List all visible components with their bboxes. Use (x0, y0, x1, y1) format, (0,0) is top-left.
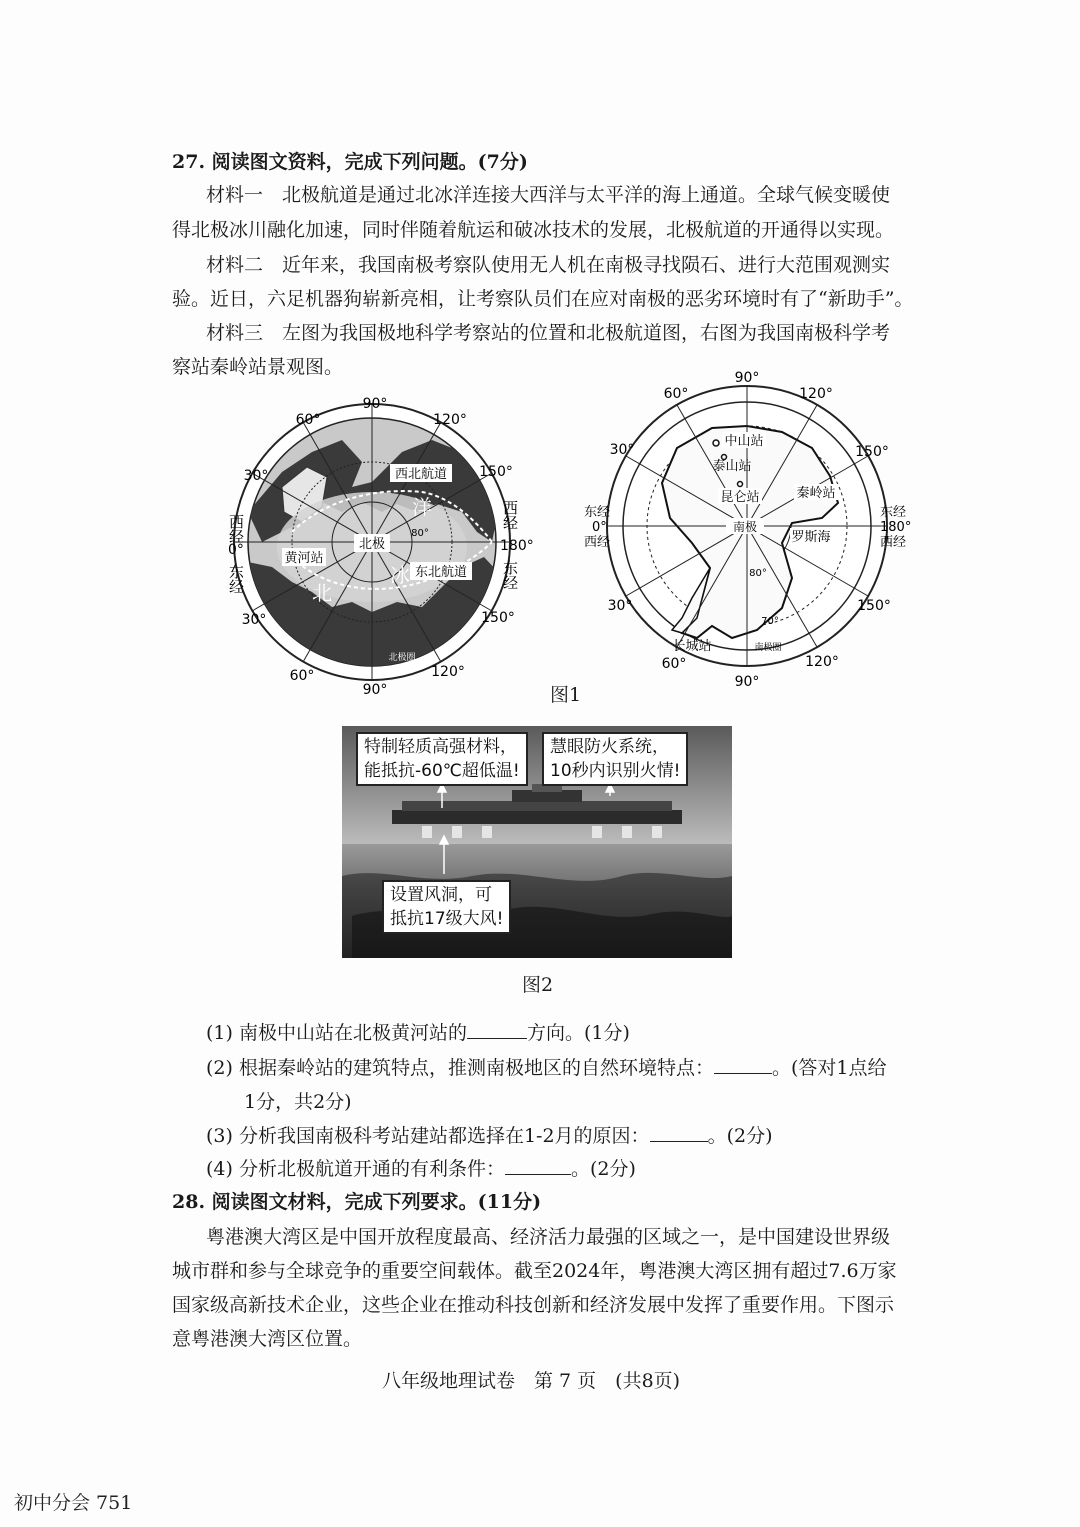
question-2-text-b: 。(答对1点给 (771, 1057, 887, 1079)
taishan-station-label: 泰山站 (712, 459, 752, 474)
west-lon-right: 西经 (501, 500, 519, 530)
question-2 (206, 1055, 886, 1081)
material-3-line-2: 察站秦岭站景观图。 (172, 356, 344, 378)
lon-90-top: 90° (362, 396, 388, 412)
material-1-line-2: 得北极冰川融化加速，同时伴随着航运和破冰技术的发展，北极航道的开通得以实现。 (172, 219, 895, 241)
lon-120-top-right: 120° (433, 412, 467, 428)
lon-90-bottom: 90° (362, 682, 388, 698)
callout-materials-line-1: 特制轻质高强材料， (364, 737, 517, 757)
answer-blank-2[interactable] (714, 1055, 772, 1074)
lon-60-top-left: 60° (295, 412, 321, 428)
lon-120-bottom: 120° (431, 664, 465, 680)
s-zero-left: 0° (592, 520, 607, 535)
s-lon-60-bottom: 60° (661, 656, 687, 672)
northeast-passage-label: 东北航道 (414, 565, 468, 580)
east-lon-left: 东经 (227, 564, 245, 594)
material-2-line-1: 材料二 近年来，我国南极考察队使用无人机在南极寻找陨石、进行大范围观测实 (206, 254, 891, 276)
ocean-char-2: 冰 (390, 563, 410, 587)
qinling-station-label: 秦岭站 (796, 486, 836, 501)
callout-fire-system (542, 732, 688, 786)
east-lon-right: 东经 (501, 560, 519, 590)
ocean-char-1: 洋 (412, 495, 432, 519)
page-footer: 八年级地理试卷 第 7 页 (共8页) (382, 1370, 681, 1392)
callout-fire-line-2: 10秒内识别火情! (550, 761, 681, 781)
s-lon-150-bottom-right: 150° (857, 598, 891, 614)
s-lon-60-top-left: 60° (663, 386, 689, 402)
s-east-lon-left: 东经 (584, 505, 611, 520)
lat-80-label-south: 80° (749, 568, 767, 579)
ross-sea-label: 罗斯海 (791, 530, 831, 545)
callout-wind-line-1: 设置风洞，可 (390, 885, 492, 905)
zhongshan-station-label: 中山站 (724, 434, 764, 449)
antarctic-map (582, 368, 912, 692)
s-e180-right: 180° (880, 520, 912, 535)
s-lon-30-bottom-left: 30° (607, 598, 633, 614)
lon-150-bottom-right: 150° (481, 610, 515, 626)
south-pole-label: 南极 (732, 520, 758, 534)
material-3-line-1: 材料三 左图为我国极地科学考察站的位置和北极航道图，右图为我国南极科学考 (206, 322, 891, 344)
huanghe-station-label: 黄河站 (284, 551, 324, 566)
figure-1-caption: 图1 (550, 684, 582, 706)
arctic-circle-label: 北极圈 (388, 653, 416, 663)
callout-wind-line-2: 抵抗17级大风! (390, 909, 504, 929)
lat-80-label: 80° (411, 528, 429, 539)
question-1 (206, 1020, 630, 1046)
answer-blank-1[interactable] (467, 1020, 527, 1039)
lon-60-bottom: 60° (289, 668, 315, 684)
q28-line-3: 国家级高新技术企业，这些企业在推动科技创新和经济发展中发挥了重要作用。下图示 (172, 1294, 895, 1316)
s-lon-120-bottom: 120° (805, 654, 839, 670)
kunlun-station-label: 昆仑站 (720, 490, 760, 505)
zero-left: 0° (228, 542, 244, 558)
lon-30-bottom-left: 30° (241, 612, 267, 628)
q28-line-4: 意粤港澳大湾区位置。 (172, 1328, 363, 1350)
s-west-lon-left: 西经 (584, 535, 611, 550)
question-3-text-a: (3) 分析我国南极科考站建站都选择在1-2月的原因： (206, 1125, 650, 1147)
lon-30-left: 30° (243, 468, 269, 484)
question-4-text-a: (4) 分析北极航道开通的有利条件： (206, 1158, 505, 1180)
callout-materials-line-2: 能抵抗-60℃超低温! (364, 761, 520, 781)
material-2-line-2: 验。近日，六足机器狗崭新亮相，让考察队员们在应对南极的恶劣环境时有了“新助手”。 (172, 288, 914, 310)
q28-line-2: 城市群和参与全球竞争的重要空间载体。截至2024年，粤港澳大湾区拥有超过7.6万家 (172, 1260, 897, 1282)
s-lon-30-left: 30° (609, 442, 635, 458)
qinling-station-photo (342, 726, 732, 958)
question-3-text-b: 。(2分) (707, 1125, 773, 1147)
e180-right: 180° (500, 538, 534, 554)
s-west-lon-right: 西经 (880, 535, 907, 550)
watermark: 初中分会 751 (14, 1492, 133, 1514)
arctic-map (222, 392, 542, 700)
callout-wind-tunnel (382, 880, 511, 934)
question-4 (206, 1156, 636, 1182)
figure-2-caption: 图2 (522, 974, 554, 996)
question-4-text-b: 。(2分) (570, 1158, 636, 1180)
s-lon-90-bottom: 90° (734, 674, 760, 690)
s-lon-90-top: 90° (734, 370, 760, 386)
s-east-lon-right: 东经 (880, 505, 907, 520)
question-2-text-a: (2) 根据秦岭站的建筑特点，推测南极地区的自然环境特点： (206, 1057, 714, 1079)
q28-heading: 28. 阅读图文材料，完成下列要求。(11分) (172, 1191, 542, 1213)
lat-70-label-south: 70° (761, 616, 779, 627)
q28-line-1: 粤港澳大湾区是中国开放程度最高、经济活力最强的区域之一，是中国建设世界级 (206, 1226, 891, 1248)
s-lon-120-top-right: 120° (799, 386, 833, 402)
answer-blank-3[interactable] (650, 1123, 708, 1142)
question-2-continued: 1分，共2分) (244, 1091, 352, 1113)
changcheng-station-label: 长城站 (672, 639, 712, 654)
question-3 (206, 1123, 772, 1149)
west-lon-left-1: 西经 (227, 514, 245, 544)
q27-heading: 27. 阅读图文资料，完成下列问题。(7分) (172, 151, 528, 173)
antarctic-circle-label: 南极圈 (754, 643, 782, 653)
answer-blank-4[interactable] (505, 1156, 571, 1175)
question-1-text-b: 方向。(1分) (526, 1022, 630, 1044)
callout-materials (356, 732, 528, 786)
north-pole-label: 北极 (358, 537, 386, 552)
material-1-line-1: 材料一 北极航道是通过北冰洋连接大西洋与太平洋的海上通道。全球气候变暖使 (206, 184, 891, 206)
question-1-text-a: (1) 南极中山站在北极黄河站的 (206, 1022, 467, 1044)
callout-fire-line-1: 慧眼防火系统， (550, 737, 669, 757)
ocean-char-3: 北 (312, 581, 332, 605)
lon-150-right: 150° (479, 464, 513, 480)
northwest-passage-label: 西北航道 (394, 467, 448, 482)
s-lon-150-right: 150° (855, 444, 889, 460)
